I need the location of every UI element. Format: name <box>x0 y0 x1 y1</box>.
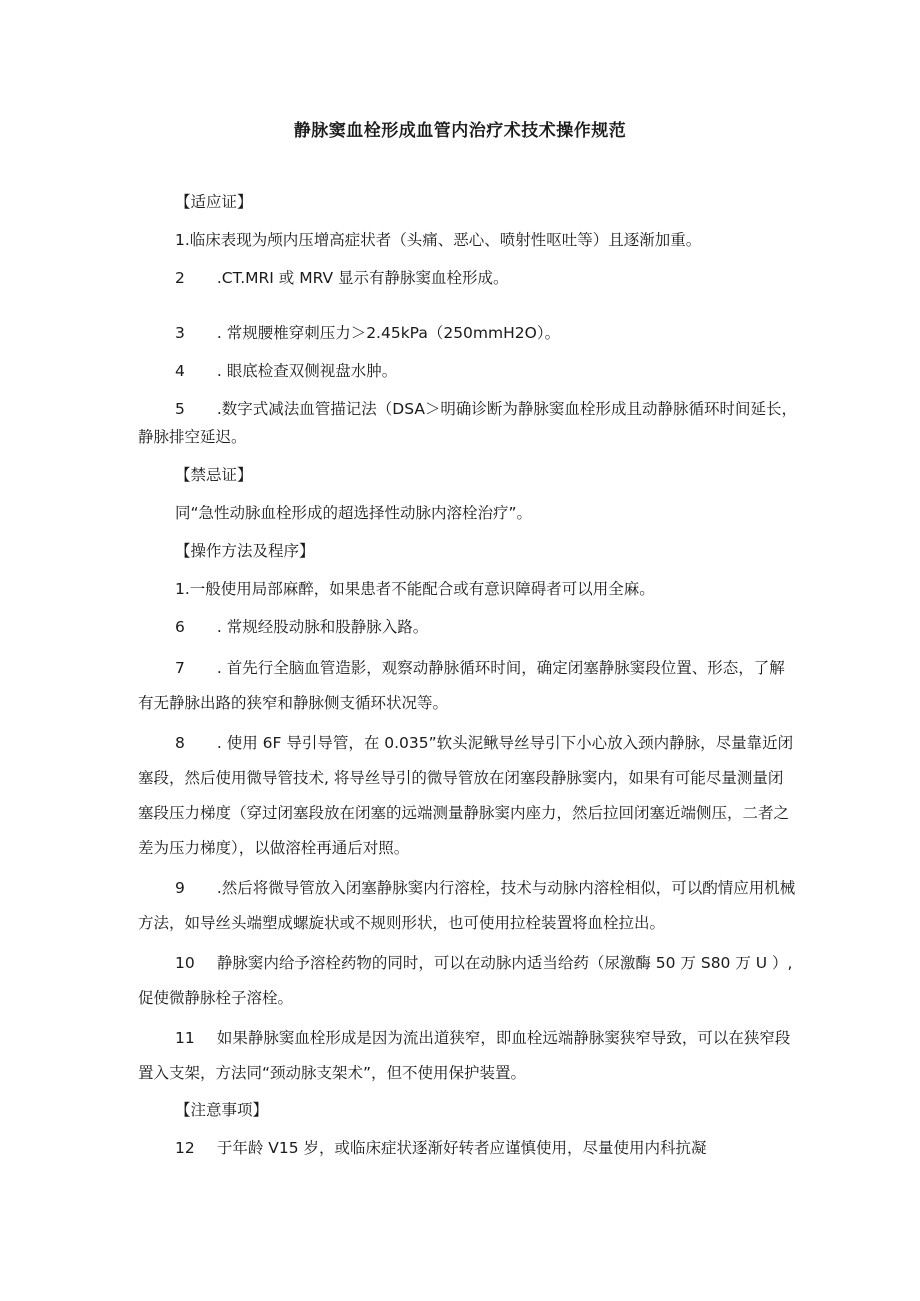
paragraph: 1.一般使用局部麻醉，如果患者不能配合或有意识障碍者可以用全麻。 <box>175 580 655 598</box>
paragraph: 6 . 常规经股动脉和股静脉入路。 <box>175 618 429 636</box>
paragraph: 1.临床表现为颅内压增高症状者（头痛、恶心、喷射性呕吐等）且逐渐加重。 <box>175 231 702 249</box>
paragraph: 9 .然后将微导管放入闭塞静脉窦内行溶栓，技术与动脉内溶栓相似，可以酌情应用机械方法，如导丝头端塑成螺旋状或不规则形状，也可使用拉栓装置将血栓拉出。 <box>138 879 796 932</box>
paragraph: 4 . 眼底检查双侧视盘水肿。 <box>175 362 398 380</box>
section-heading-indications: 【适应证】 <box>175 193 253 211</box>
paragraph: 同“急性动脉血栓形成的超选择性动脉内溶栓治疗”。 <box>175 504 533 522</box>
paragraph: 12 于年龄 V15 岁，或临床症状逐渐好转者应谨慎使用，尽量使用内科抗凝 <box>175 1139 707 1157</box>
section-heading-procedure: 【操作方法及程序】 <box>175 542 315 560</box>
paragraph: 7 . 首先行全脑血管造影，观察动静脉循环时间，确定闭塞静脉窦段位置、形态，了解有无静脉出路的狭窄和静脉侧支循环状况等。 <box>138 659 785 712</box>
document-body <box>138 188 798 1172</box>
paragraph: 10 静脉窦内给予溶栓药物的同时，可以在动脉内适当给药（尿激酶 50 万 S80 万 U ）,促使微静脉栓子溶栓。 <box>138 954 793 1007</box>
paragraph: 8 . 使用 6F 导引导管，在 0.035”软头泥鳅导丝导引下小心放入颈内静脉，尽量靠近闭塞段，然后使用微导管技术, 将导丝导引的微导管放在闭塞段静脉窦内，如果有可能尽量测量闭塞段压力梯度（穿过闭塞段放在闭塞的远端测量静脉窦内座力，然后拉回闭塞近端侧压，二者之差为压力梯度），以做溶栓再通后对照。 <box>138 734 794 857</box>
paragraph: 2 .CT.MRI 或 MRV 显示有静脉窦血栓形成。 <box>175 269 509 287</box>
paragraph: 3 . 常规腰椎穿刺压力＞2.45kPa（250mmH2O）。 <box>175 324 561 342</box>
section-heading-contraindications: 【禁忌证】 <box>175 466 253 484</box>
section-heading-notes: 【注意事项】 <box>175 1101 269 1119</box>
document-title: 静脉窦血栓形成血管内治疗术技术操作规范 <box>293 121 627 141</box>
paragraph: 11 如果静脉窦血栓形成是因为流出道狭窄，即血栓远端静脉窦狭窄导致，可以在狭窄段置入支架，方法同“颈动脉支架术”，但不使用保护装置。 <box>138 1029 791 1082</box>
paragraph: 5 .数字式减法血管描记法（DSA＞明确诊断为静脉窦血栓形成且动静脉循环时间延长，静脉排空延迟。 <box>138 400 797 446</box>
